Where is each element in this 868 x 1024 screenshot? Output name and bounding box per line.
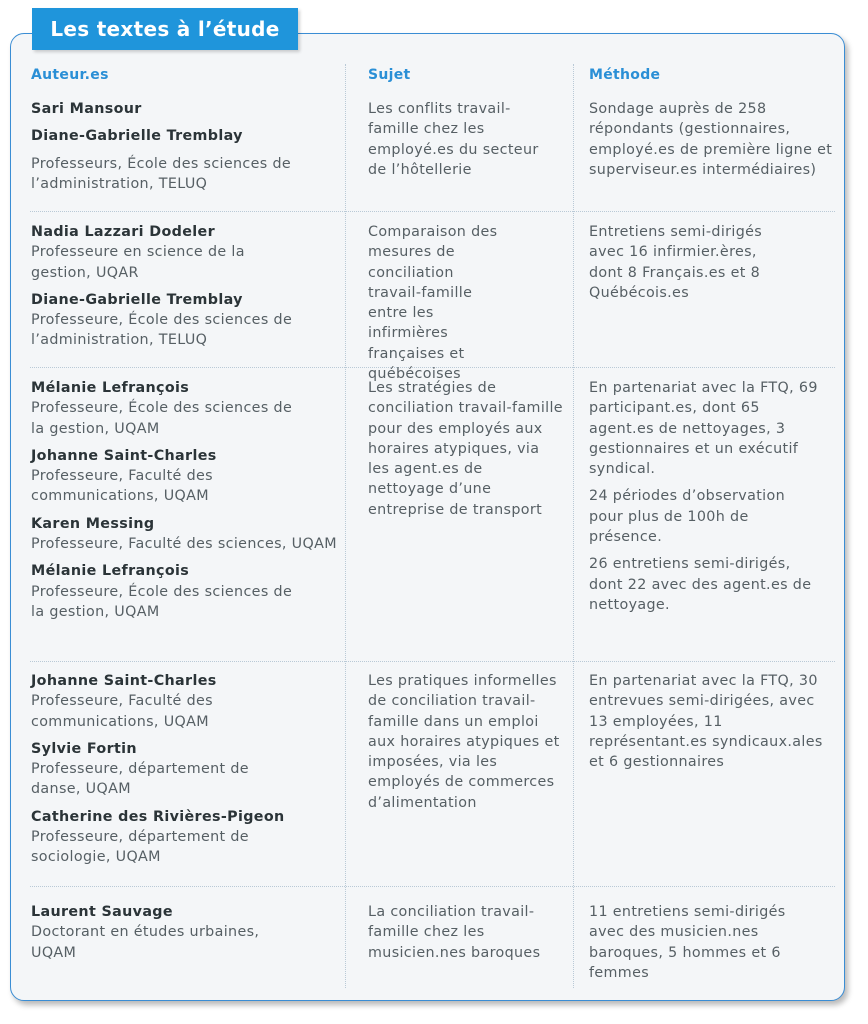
row-3-subject [368,378,568,520]
header-authors: Auteur.es [31,67,109,83]
author-affiliation: Professeure en science de la gestion, UQAR [31,244,245,281]
section-title: Les textes à l’étude [32,8,298,50]
row-4-authors [31,671,341,868]
row-2-subject [368,222,568,384]
author-name: Karen Messing [31,515,155,532]
author-name: Sylvie Fortin [31,740,137,757]
author-affiliation: Professeure, École des sciences de la gestion, UQAM [31,583,293,620]
author-affiliation: Professeurs, École des sciences de l’administration, TELUQ [31,155,292,192]
method-text: 26 entretiens semi-dirigés, dont 22 avec des agent.es de nettoyage. [589,556,812,613]
subject-text: La conciliation travail-famille chez les musicien.nes baroques [368,904,541,961]
header-method: Méthode [589,67,661,83]
author-name: Sari Mansour [31,101,142,117]
row-1-subject [368,99,568,180]
author-name: Laurent Sauvage [31,904,173,920]
method-text: 24 périodes d’observation pour plus de 100h de présence. [589,488,785,546]
row-3-authors [31,378,341,622]
header-subject: Sujet [368,67,411,83]
column-divider [345,64,346,988]
column-divider [573,64,574,988]
author-affiliation: Professeure, École des sciences de la gestion, UQAM [31,400,293,437]
subject-text: Les pratiques informelles de conciliation travail-famille dans un emploi aux horaires atypiques et imposées, via les employés de commerces d’alimentation [368,673,560,811]
row-5-subject [368,902,568,963]
author-affiliation: Doctorant en études urbaines, UQAM [31,924,260,961]
author-affiliation: Professeure, Faculté des communications, UQAM [31,468,213,505]
author-name: Nadia Lazzari Dodeler [31,224,215,240]
author-affiliation: Professeure, Faculté des sciences, UQAM [31,536,337,553]
row-5-authors [31,902,341,963]
method-text: En partenariat avec la FTQ, 69 participant.es, dont 65 agent.es de nettoyages, 3 gestionnaires et un exécutif syndical. [589,380,818,478]
row-1-authors [31,99,341,194]
method-text: Entretiens semi-dirigés avec 16 infirmier.ères, dont 8 Français.es et 8 Québécois.es [589,224,763,301]
row-5-method [589,902,834,983]
row-2-method [589,222,834,303]
author-name: Diane-Gabrielle Tremblay [31,128,243,145]
author-name: Diane-Gabrielle Tremblay [31,291,243,308]
method-text: 11 entretiens semi-dirigés avec des musicien.nes baroques, 5 hommes et 6 femmes [589,904,786,981]
author-affiliation: Professeure, Faculté des communications, UQAM [31,693,213,730]
method-text: En partenariat avec la FTQ, 30 entrevues semi-dirigées, avec 13 employées, 11 représentant.es syndicaux.ales et 6 gestionnaires [589,673,823,771]
row-4-subject [368,671,568,813]
row-divider [30,211,835,212]
method-text: Sondage auprès de 258 répondants (gestionnaires, employé.es de première ligne et superviseur.es intermédiaires) [589,101,833,178]
subject-text: Les stratégies de conciliation travail-famille pour des employés aux horaires atypiques, via les agent.es de nettoyage d’une entreprise de transport [368,380,563,518]
row-3-method [589,378,834,615]
row-4-method [589,671,834,772]
subject-text: Les conflits travail-famille chez les employé.es du secteur de l’hôtellerie [368,101,539,178]
row-2-authors [31,222,341,351]
row-1-method [589,99,834,180]
author-name: Mélanie Lefrançois [31,563,190,580]
author-name: Johanne Saint-Charles [31,673,217,689]
subject-text: Comparaison des mesures de conciliation travail-famille entre les infirmières françaises et québécoises [368,224,498,383]
row-divider [30,886,835,887]
author-name: Catherine des Rivières-Pigeon [31,808,285,825]
author-affiliation: Professeure, département de sociologie, UQAM [31,829,249,866]
author-affiliation: Professeure, École des sciences de l’administration, TELUQ [31,312,293,349]
author-name: Johanne Saint-Charles [31,447,217,464]
author-affiliation: Professeure, département de danse, UQAM [31,761,249,798]
author-name: Mélanie Lefrançois [31,380,190,396]
row-divider [30,661,835,662]
